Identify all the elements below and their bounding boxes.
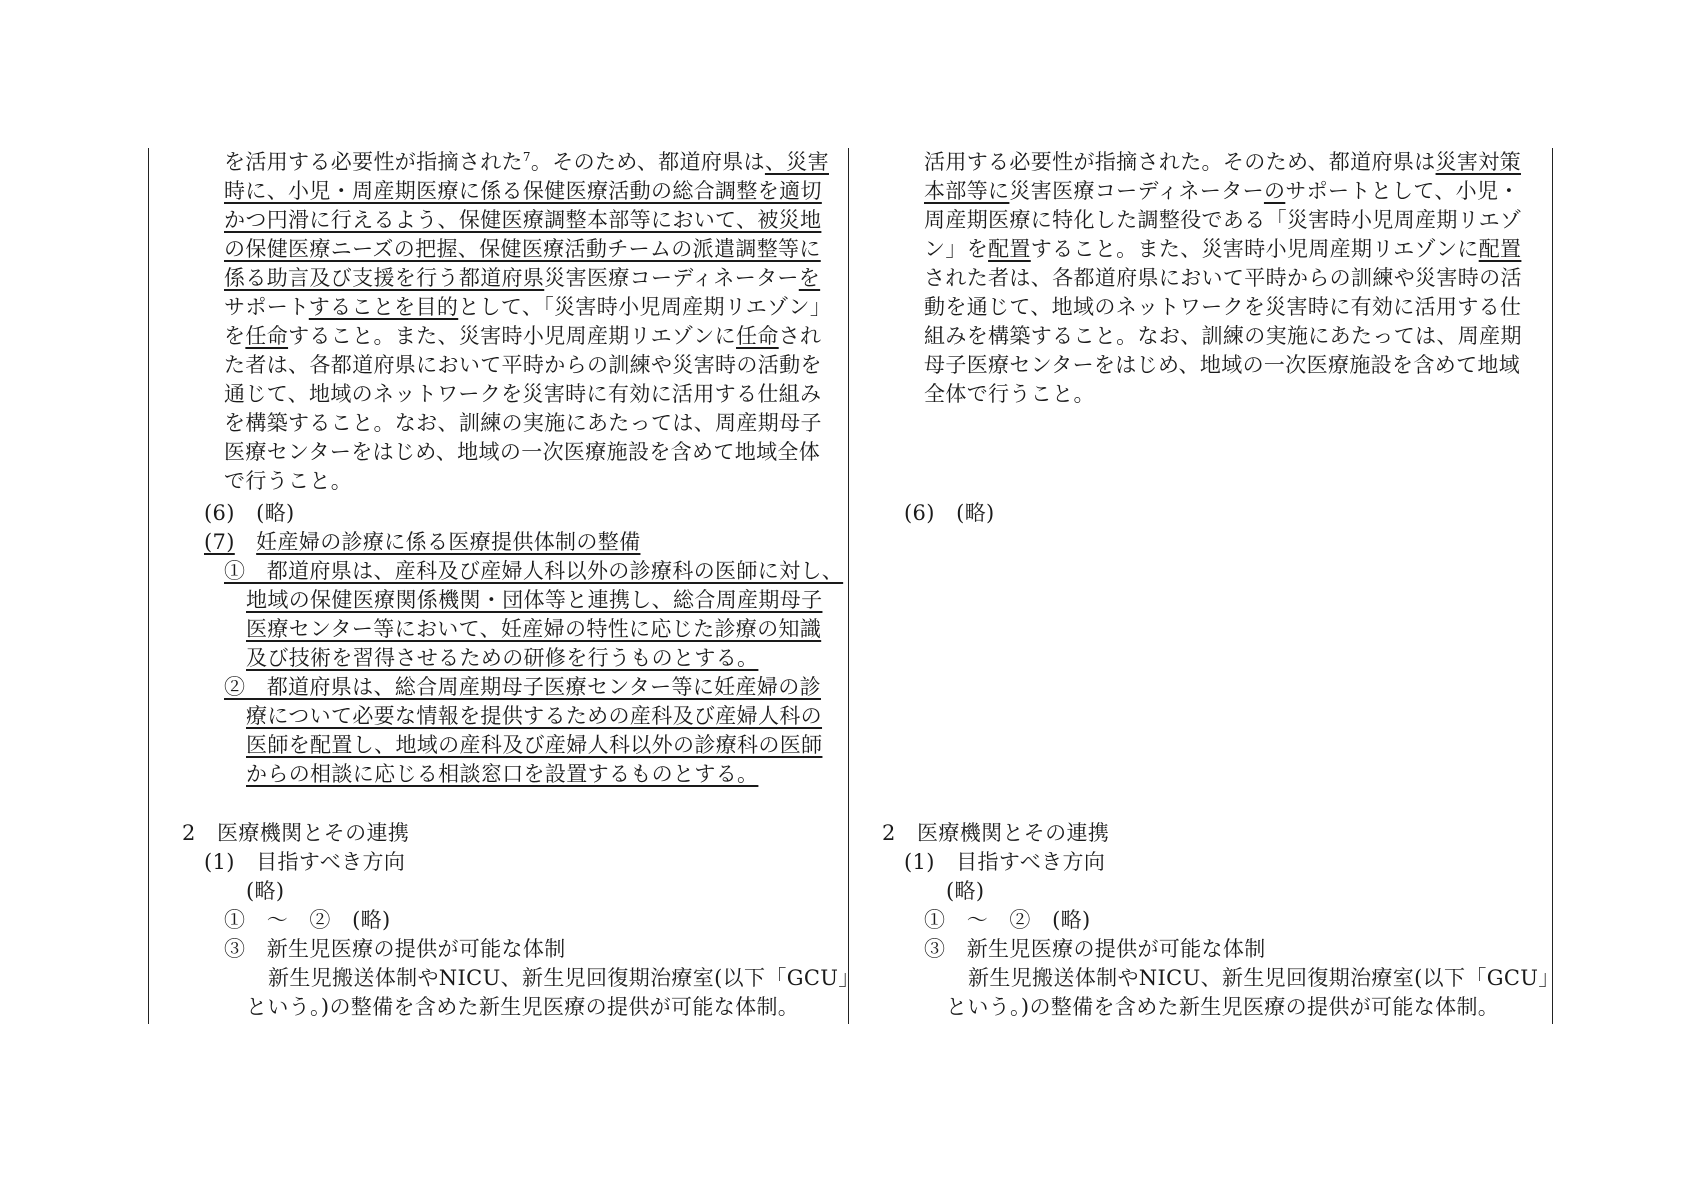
text-run: 周産期医療に特化した調整役である「災害時小児周産期リエゾ bbox=[924, 208, 1522, 232]
left-sub2-line: からの相談に応じる相談窓口を設置するものとする。 bbox=[246, 762, 759, 786]
text-run: 災害医療コーディネーター bbox=[1009, 179, 1264, 203]
text-run: 災害医療コーディネーター bbox=[544, 266, 799, 290]
left-sub1-line: 及び技術を習得させるための研修を行うものとする。 bbox=[246, 646, 759, 670]
text-run: 母子医療センターをはじめ、地域の一次医療施設を含めて地域 bbox=[924, 353, 1521, 377]
left-sub1-line: 地域の保健医療関係機関・団体等と連携し、総合周産期母子 bbox=[246, 588, 823, 612]
paragraph-line bbox=[224, 177, 822, 206]
left-sub1-line: ① 都道府県は、産科及び産婦人科以外の診療科の医師に対し、 bbox=[224, 559, 844, 583]
right-items-1-2: ① ～ ② (略) bbox=[924, 908, 1091, 932]
text-run: 動を通じて、地域のネットワークを災害時に有効に活用する仕 bbox=[924, 295, 1522, 319]
paragraph-line bbox=[924, 235, 1521, 264]
text-run: サポート bbox=[224, 295, 309, 319]
underlined-text: を bbox=[798, 266, 821, 290]
right-item-3-body: 新生児搬送体制やNICU、新生児回復期治療室(以下「GCU」 bbox=[968, 966, 1560, 990]
underlined-text: 時に、小児・周産期医療に係る保健医療活動の総合調整を適切 bbox=[224, 179, 822, 203]
text-run: 全体で行うこと。 bbox=[924, 382, 1095, 406]
left-item-7-title: 妊産婦の診療に係る医療提供体制の整備 bbox=[256, 530, 641, 554]
text-run: を活用する必要性が指摘された bbox=[224, 150, 523, 174]
underlined-text: 本部等に bbox=[924, 179, 1010, 203]
left-sub2-line: ② 都道府県は、総合周産期母子医療センター等に妊産婦の診 bbox=[224, 675, 821, 699]
left-sub2-line: 医師を配置し、地域の産科及び産婦人科以外の診療科の医師 bbox=[246, 733, 823, 757]
right-column-current bbox=[850, 148, 1560, 1024]
left-section-2-1-heading: (1) 目指すべき方向 bbox=[204, 850, 406, 874]
left-border-line bbox=[148, 148, 149, 1024]
paragraph-line bbox=[224, 264, 820, 293]
paragraph-line bbox=[224, 235, 821, 264]
left-ryaku: (略) bbox=[246, 879, 285, 903]
footnote-marker: 7 bbox=[522, 150, 531, 164]
text-run: 通じて、地域のネットワークを災害時に有効に活用する仕組み bbox=[224, 382, 822, 406]
underlined-text: 災害対策 bbox=[1435, 150, 1521, 174]
text-run: され bbox=[778, 324, 822, 348]
text-run: ン」を bbox=[924, 237, 989, 261]
underlined-text: することを目的 bbox=[308, 295, 459, 319]
text-run: を構築すること。なお、訓練の実施にあたっては、周産期母子 bbox=[224, 411, 822, 435]
right-ryaku: (略) bbox=[946, 879, 985, 903]
paragraph-line bbox=[924, 322, 1522, 351]
right-item-6: (6) (略) bbox=[904, 501, 995, 525]
paragraph-line bbox=[224, 467, 352, 496]
paragraph-line bbox=[924, 351, 1520, 380]
text-run: で行うこと。 bbox=[224, 469, 353, 493]
underlined-text: 配置 bbox=[1478, 237, 1522, 261]
left-item-6: (6) (略) bbox=[204, 501, 295, 525]
text-run: 活用する必要性が指摘された。そのため、都道府県は bbox=[924, 150, 1436, 174]
left-sub2-line: 療について必要な情報を提供するための産科及び産婦人科の bbox=[246, 704, 823, 728]
underlined-text: 配置 bbox=[988, 237, 1031, 261]
text-run: 医療センターをはじめ、地域の一次医療施設を含めて地域全体 bbox=[224, 440, 821, 464]
paragraph-line bbox=[224, 148, 829, 177]
text-run: サポートとして、小児・ bbox=[1285, 179, 1520, 203]
left-item-3-body: 新生児搬送体制やNICU、新生児回復期治療室(以下「GCU」 bbox=[268, 966, 860, 990]
paragraph-line bbox=[924, 380, 1095, 409]
left-items-1-2: ① ～ ② (略) bbox=[224, 908, 391, 932]
paragraph-line bbox=[224, 409, 822, 438]
underlined-text: かつ円滑に行えるよう、保健医療調整本部等において、被災地 bbox=[224, 208, 822, 232]
paragraph-line bbox=[224, 438, 820, 467]
left-sub1-line: 医療センター等において、妊産婦の特性に応じた診療の知識 bbox=[246, 617, 822, 641]
paragraph-line bbox=[924, 264, 1522, 293]
left-item-3-body: という。)の整備を含めた新生児医療の提供が可能な体制。 bbox=[246, 995, 800, 1019]
paragraph-line bbox=[924, 148, 1521, 177]
text-run: た者は、各都道府県において平時からの訓練や災害時の活動を bbox=[224, 353, 822, 377]
right-section-2-heading: 2 医療機関とその連携 bbox=[882, 821, 1110, 845]
underlined-text: 、災害 bbox=[764, 150, 829, 174]
paragraph-line bbox=[224, 293, 831, 322]
right-item-3-heading: ③ 新生児医療の提供が可能な体制 bbox=[924, 937, 1266, 961]
text-run: された者は、各都道府県において平時からの訓練や災害時の活 bbox=[924, 266, 1522, 290]
left-item-3-heading: ③ 新生児医療の提供が可能な体制 bbox=[224, 937, 566, 961]
underlined-text: 任命 bbox=[245, 324, 289, 348]
paragraph-line bbox=[224, 206, 821, 235]
underlined-text: 任命 bbox=[736, 324, 779, 348]
paragraph-line bbox=[924, 206, 1521, 235]
right-border-line bbox=[1552, 148, 1553, 1024]
text-run: を bbox=[224, 324, 246, 348]
left-item-7-number: (7) bbox=[204, 530, 235, 554]
right-item-3-body: という。)の整備を含めた新生児医療の提供が可能な体制。 bbox=[946, 995, 1500, 1019]
underlined-text: 係る助言及び支援を行う都道府県 bbox=[224, 266, 545, 290]
paragraph-line bbox=[224, 380, 821, 409]
text-run: すること。また、災害時小児周産期リエゾンに bbox=[1030, 237, 1479, 261]
center-divider-line bbox=[848, 148, 849, 1024]
left-item-7-heading bbox=[204, 528, 640, 557]
text-run: 組みを構築すること。なお、訓練の実施にあたっては、周産期 bbox=[924, 324, 1522, 348]
text-run: として、「災害時小児周産期リエゾン」 bbox=[458, 295, 832, 319]
text-run: すること。また、災害時小児周産期リエゾンに bbox=[288, 324, 736, 348]
left-section-2-heading: 2 医療機関とその連携 bbox=[182, 821, 410, 845]
paragraph-line bbox=[924, 293, 1521, 322]
paragraph-line bbox=[224, 322, 821, 351]
underlined-text: の保健医療ニーズの把握、保健医療活動チームの派遣調整等に bbox=[224, 237, 821, 261]
right-section-2-1-heading: (1) 目指すべき方向 bbox=[904, 850, 1106, 874]
underlined-text: の bbox=[1263, 179, 1286, 203]
paragraph-line bbox=[224, 351, 822, 380]
text-run: 。そのため、都道府県は bbox=[530, 150, 765, 174]
paragraph-line bbox=[924, 177, 1520, 206]
left-column-revised bbox=[150, 148, 860, 1024]
